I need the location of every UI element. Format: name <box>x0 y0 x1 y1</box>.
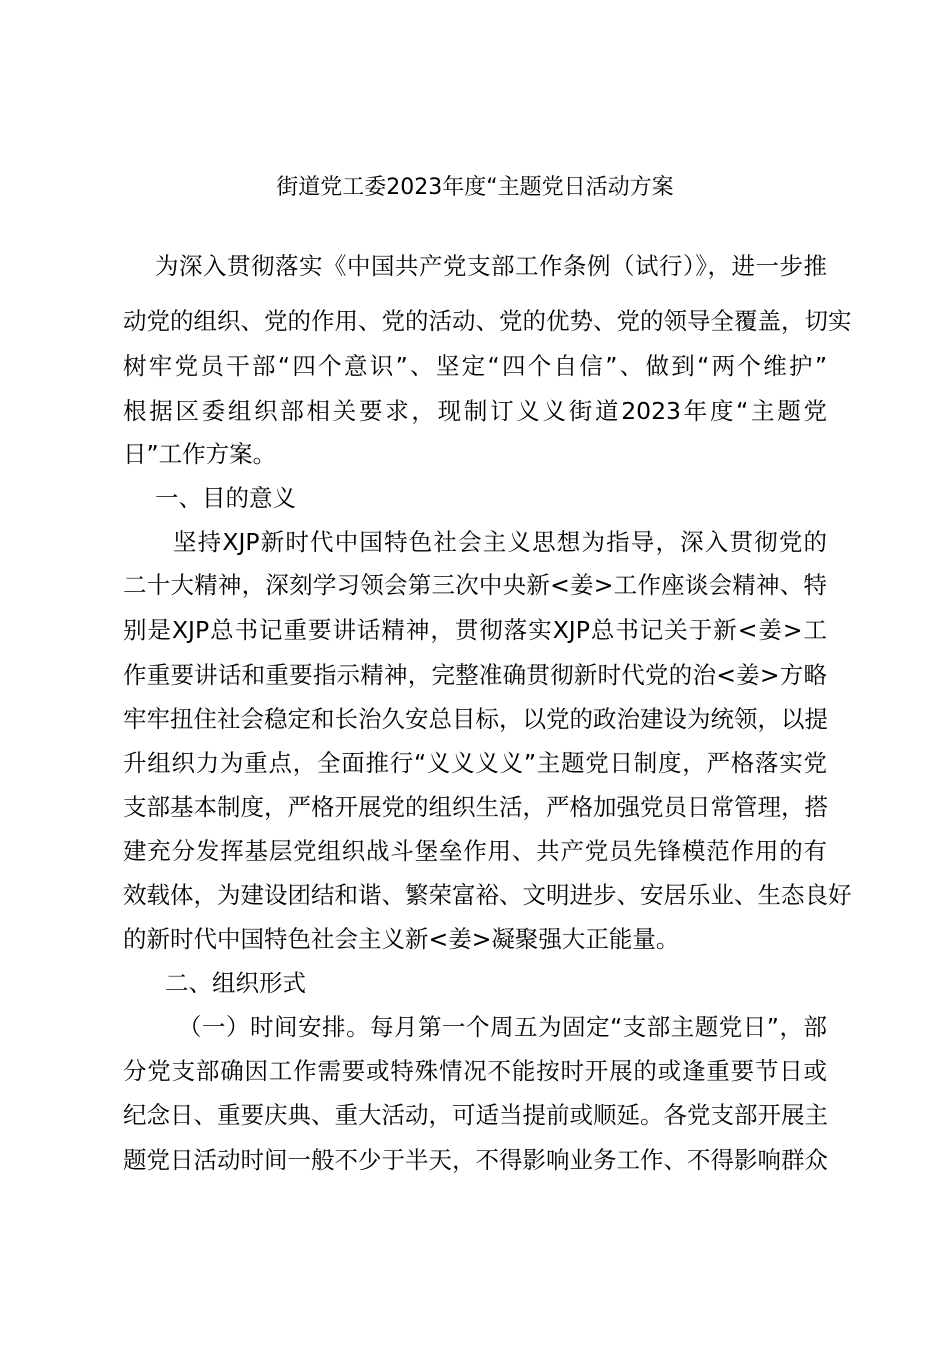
paragraph-line: 牢牢扭住社会稳定和长治久安总目标，以党的政治建设为统领，以提 <box>123 705 828 733</box>
paragraph-line: 别是XJP总书记重要讲话精神，贯彻落实XJP总书记关于新<姜>工 <box>123 616 827 644</box>
paragraph-line: 建充分发挥基层党组织战斗堡垒作用、共产党员先锋模范作用的有 <box>123 837 827 865</box>
paragraph-line: 的新时代中国特色社会主义新<姜>凝聚强大正能量。 <box>123 925 680 953</box>
paragraph-line: 树牢党员干部“四个意识”、坚定“四个自信”、做到“两个维护” <box>123 352 827 380</box>
paragraph-line: 二十大精神，深刻学习领会第三次中央新<姜>工作座谈会精神、特 <box>123 571 827 599</box>
section-heading: 二、组织形式 <box>165 969 306 997</box>
section-heading: 一、目的意义 <box>155 484 296 512</box>
paragraph-line: 坚持XJP新时代中国特色社会主义思想为指导，深入贯彻党的 <box>173 528 827 556</box>
paragraph-line: 升组织力为重点，全面推行“义义义义”主题党日制度，严格落实党 <box>123 749 827 777</box>
paragraph-line: 纪念日、重要庆典、重大活动，可适当提前或顺延。各党支部开展主 <box>123 1101 828 1129</box>
paragraph-line: 分党支部确因工作需要或特殊情况不能按时开展的或逢重要节日或 <box>123 1057 827 1085</box>
paragraph-line: 支部基本制度，严格开展党的组织生活，严格加强党员日常管理，搭 <box>123 793 828 821</box>
paragraph-line: 题党日活动时间一般不少于半天，不得影响业务工作、不得影响群众 <box>123 1146 828 1174</box>
document-title: 街道党工委2023年度“主题党日活动方案 <box>276 175 674 200</box>
paragraph-line: 作重要讲话和重要指示精神，完整准确贯彻新时代党的治<姜>方略 <box>123 661 827 689</box>
paragraph-line: （一）时间安排。每月第一个周五为固定“支部主题党日”，部 <box>178 1013 827 1041</box>
paragraph-line: 根据区委组织部相关要求，现制订义义街道2023年度“主题党 <box>123 397 827 425</box>
paragraph-line: 动党的组织、党的作用、党的活动、党的优势、党的领导全覆盖，切实 <box>123 307 852 335</box>
paragraph-line: 效载体，为建设团结和谐、繁荣富裕、文明进步、安居乐业、生态良好 <box>123 881 852 909</box>
paragraph-line: 日”工作方案。 <box>123 440 277 468</box>
paragraph-line: 为深入贯彻落实《中国共产党支部工作条例（试行）》，进一步推 <box>155 252 827 280</box>
